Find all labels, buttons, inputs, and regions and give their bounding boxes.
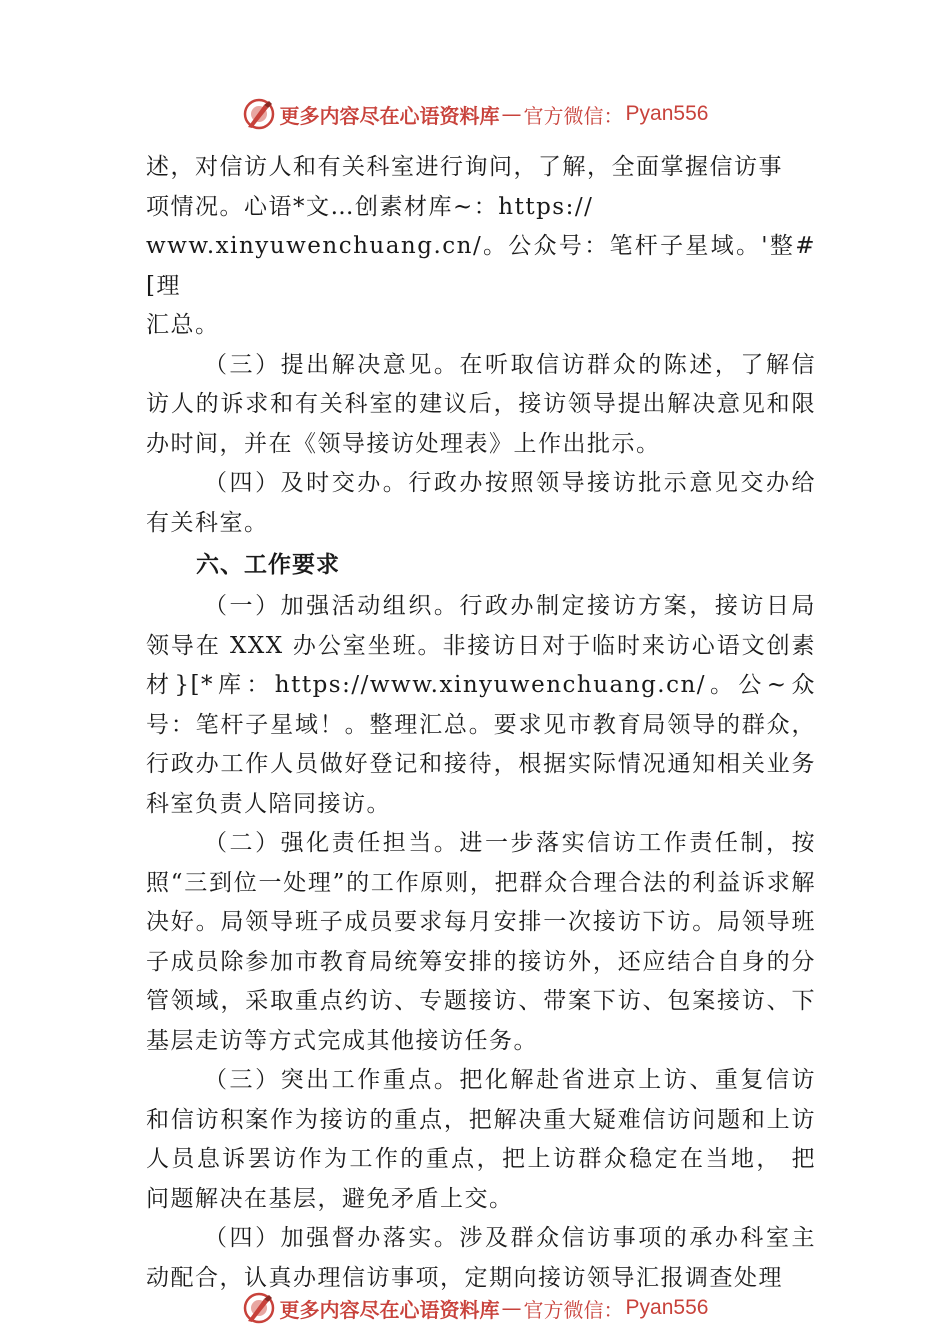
paragraph-organization: （一）加强活动组织。行政办制定接访方案，接访日局领导在 XXX 办公室坐班。非接访日对于临时来访心语文创素材}[*库：https://www.xinyuwenchuang.cn/。公~众号：笔杆子星域！。整理汇总。要求见市教育局领导的群众，行政办工作人员做好登记和接待，根据实际情况通知相关业务科室负责人陪同接访。 xyxy=(146,593,816,817)
banner-dash: — xyxy=(501,102,522,126)
banner-wechat-label: 官方微信： xyxy=(523,1297,624,1322)
paragraph-line: 项情况。心语*文…创素材库~：https:// xyxy=(146,193,594,220)
paragraph-continuation xyxy=(146,148,816,346)
banner-wechat-id: Pyan556 xyxy=(625,1296,709,1319)
paragraph-line: 汇总。 xyxy=(146,312,220,338)
paragraph-propose-solution: （三）提出解决意见。在听取信访群众的陈述，了解信访人的诉求和有关科室的建议后，接访领导提出解决意见和限办时间，并在《领导接访处理表》上作出批示。 xyxy=(146,351,816,457)
paragraph-priorities: （三）突出工作重点。把化解赴省进京上访、重复信访和信访积案作为接访的重点，把解决重大疑难信访问题和上访人员息诉罢访作为工作的重点，把上访群众稳定在当地， 把问题解决在基层，避免矛盾上交。 xyxy=(146,1067,816,1212)
section-heading: 六、工作要求 xyxy=(196,552,340,578)
brush-logo-icon xyxy=(242,1291,276,1325)
paragraph-timely-assignment: （四）及时交办。行政办按照领导接访批示意见交办给有关科室。 xyxy=(146,470,816,536)
banner-dash: — xyxy=(501,1296,522,1320)
paragraph-responsibility: （二）强化责任担当。进一步落实信访工作责任制，按照“三到位一处理”的工作原则，把群众合理合法的利益诉求解决好。局领导班子成员要求每月安排一次接访下访。局领导班子成员除参加市教育局统筹安排的接访外，还应结合自身的分管领域，采取重点约访、专题接访、带案下访、包案接访、下基层走访等方式完成其他接访任务。 xyxy=(146,830,816,1054)
banner-wechat-id: Pyan556 xyxy=(625,102,709,125)
brush-logo-icon xyxy=(242,97,276,131)
banner-slogan: 更多内容尽在心语资料库 xyxy=(279,103,500,128)
banner-slogan: 更多内容尽在心语资料库 xyxy=(279,1297,500,1322)
paragraph-line: www.xinyuwenchuang.cn/。公众号：笔杆子星域。'整#[理 xyxy=(146,233,816,299)
banner-wechat-label: 官方微信： xyxy=(523,103,624,128)
paragraph-line: 述，对信访人和有关科室进行询问，了解，全面掌握信访事 xyxy=(146,154,783,180)
document-body xyxy=(146,148,816,1298)
footer-watermark-banner xyxy=(0,1286,950,1330)
paragraph-supervision: （四）加强督办落实。涉及群众信访事项的承办科室主动配合，认真办理信访事项，定期向接访领导汇报调查处理 xyxy=(146,1225,816,1291)
header-watermark-banner xyxy=(0,92,950,136)
